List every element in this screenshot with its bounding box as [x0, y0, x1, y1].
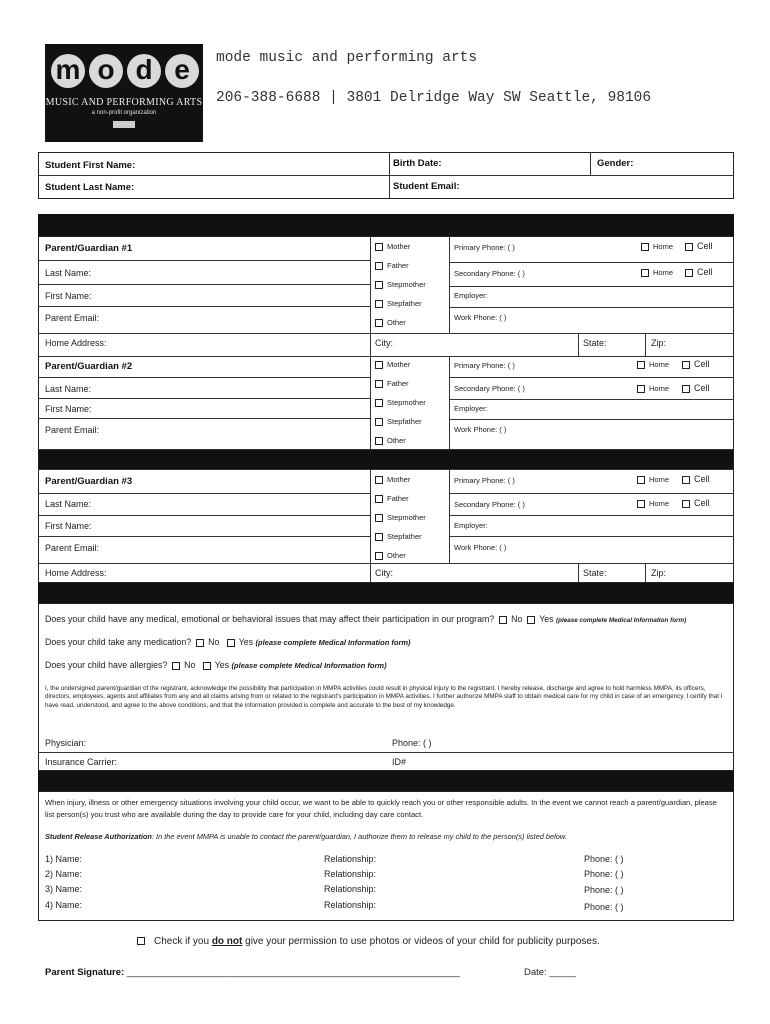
release-relationship-3[interactable]: Relationship:	[324, 884, 377, 894]
release-phone-3[interactable]: Phone: ( )	[584, 885, 624, 895]
checkbox-icon	[196, 639, 204, 647]
release-phone-1[interactable]: Phone: ( )	[584, 854, 624, 864]
g1-home-address-field[interactable]: Home Address:	[45, 338, 107, 348]
checkbox-icon	[137, 937, 145, 945]
g3-secondary-cell-checkbox[interactable]: Cell	[682, 498, 710, 508]
release-name-4[interactable]: 4) Name:	[45, 900, 83, 910]
checkbox-icon	[682, 385, 690, 393]
release-name-2[interactable]: 2) Name:	[45, 869, 83, 879]
g1-primary-cell-checkbox[interactable]: Cell	[685, 241, 713, 251]
g2-stepmother-checkbox[interactable]: Stepmother	[375, 398, 426, 407]
release-phone-4[interactable]: Phone: ( )	[584, 902, 624, 912]
section-bar-medical	[38, 583, 734, 603]
guardian-1-heading: Parent/Guardian #1	[45, 243, 133, 254]
g1-state-field[interactable]: State:	[583, 338, 607, 348]
g3-stepmother-checkbox[interactable]: Stepmother	[375, 513, 426, 522]
g3-state-field[interactable]: State:	[583, 568, 607, 578]
release-relationship-4[interactable]: Relationship:	[324, 900, 377, 910]
g3-other-checkbox[interactable]: Other	[375, 551, 406, 560]
g2-last-name-field[interactable]: Last Name:	[45, 384, 92, 394]
g3-father-checkbox[interactable]: Father	[375, 494, 409, 503]
physician-phone-field[interactable]: Phone: ( )	[392, 738, 432, 748]
checkbox-icon	[375, 418, 383, 426]
liability-waiver: I, the undersigned parent/guardian of the registrant, acknowledge the possibility that participation in MMPA activities could result in physical injury to the registrant. I hereby release, discharge and agree to hold harmless MMPA, its officers, directors, employees, agents and affiliates from any and all claims arising from or related to the registrant's participation in MMPA activities. I further authorize MMPA staff to obtain medical care for my child in case of an emergency. I certify that I have read, understood, and agree to the above conditions, and that the information provided is complete and accurate to the best of my knowledge.	[45, 685, 723, 709]
checkbox-icon	[641, 269, 649, 277]
medication-no-checkbox[interactable]: No	[196, 637, 219, 647]
issues-yes-checkbox[interactable]: Yes	[527, 614, 553, 624]
student-last-name-field[interactable]: Student Last Name:	[45, 182, 135, 193]
g3-home-address-field[interactable]: Home Address:	[45, 568, 107, 578]
gender-field[interactable]: Gender:	[597, 158, 634, 169]
medical-question-issues: Does your child have any medical, emotional or behavioral issues that may affect their participation in our program? No Yes (please complete Medical Information form)	[45, 614, 687, 624]
insurance-id-field[interactable]: ID#	[392, 757, 407, 767]
checkbox-icon	[375, 514, 383, 522]
g1-last-name-field[interactable]: Last Name:	[45, 268, 92, 278]
checkbox-icon	[685, 269, 693, 277]
checkbox-icon	[375, 361, 383, 369]
checkbox-icon	[375, 552, 383, 560]
g3-employer-field[interactable]: Employer:	[454, 521, 488, 530]
g1-employer-field[interactable]: Employer:	[454, 291, 488, 300]
g1-secondary-cell-checkbox[interactable]: Cell	[685, 267, 713, 277]
g3-stepfather-checkbox[interactable]: Stepfather	[375, 532, 422, 541]
g3-secondary-phone-field[interactable]: Secondary Phone: ( )	[454, 500, 525, 509]
g2-mother-checkbox[interactable]: Mother	[375, 360, 410, 369]
g1-other-checkbox[interactable]: Other	[375, 318, 406, 327]
allergies-no-checkbox[interactable]: No	[172, 660, 195, 670]
logo-letter: o	[89, 54, 123, 88]
emergency-intro: When injury, illness or other emergency situations involving your child occur, we want to be able to quickly reach you or other responsible adults. In the event we cannot reach a parent/guardian, please list person(s) you trust who are available during the day to provide care for your child, including day care contact.	[45, 798, 717, 819]
g2-stepfather-checkbox[interactable]: Stepfather	[375, 417, 422, 426]
release-name-3[interactable]: 3) Name:	[45, 884, 83, 894]
g2-secondary-cell-checkbox[interactable]: Cell	[682, 383, 710, 393]
checkbox-icon	[682, 500, 690, 508]
checkbox-icon	[682, 361, 690, 369]
logo-letter: m	[51, 54, 85, 88]
signature-label: Parent Signature:	[45, 967, 125, 978]
org-name: mode music and performing arts	[216, 50, 478, 66]
release-relationship-1[interactable]: Relationship:	[324, 854, 377, 864]
date-field[interactable]: Date: _____	[524, 967, 576, 978]
logo-badge	[113, 121, 135, 128]
g1-mother-checkbox[interactable]: Mother	[375, 242, 410, 251]
checkbox-icon	[685, 243, 693, 251]
checkbox-icon	[375, 380, 383, 388]
checkbox-icon	[375, 495, 383, 503]
g2-work-phone-field[interactable]: Work Phone: ( )	[454, 425, 507, 434]
medication-yes-checkbox[interactable]: Yes	[227, 637, 253, 647]
checkbox-icon	[637, 385, 645, 393]
g2-employer-field[interactable]: Employer:	[454, 404, 488, 413]
allergies-yes-checkbox[interactable]: Yes	[203, 660, 229, 670]
physician-field[interactable]: Physician:	[45, 738, 87, 748]
release-name-1[interactable]: 1) Name:	[45, 854, 83, 864]
checkbox-icon	[499, 616, 507, 624]
logo-subtagline: a non-profit organization	[91, 110, 157, 116]
g1-zip-field[interactable]: Zip:	[651, 338, 667, 348]
release-phone-2[interactable]: Phone: ( )	[584, 869, 624, 879]
g1-email-field[interactable]: Parent Email:	[45, 313, 100, 323]
g1-stepfather-checkbox[interactable]: Stepfather	[375, 299, 422, 308]
g1-primary-phone-field[interactable]: Primary Phone: ( )	[454, 243, 515, 252]
checkbox-icon	[527, 616, 535, 624]
org-contact: 206-388-6688 | 3801 Delridge Way SW Seattle, 98106	[216, 90, 652, 106]
medical-question-medication: Does your child take any medication? No Yes (please complete Medical Information form)	[45, 637, 411, 647]
checkbox-icon	[637, 500, 645, 508]
checkbox-icon	[637, 361, 645, 369]
g3-mother-checkbox[interactable]: Mother	[375, 475, 410, 484]
g3-primary-cell-checkbox[interactable]: Cell	[682, 474, 710, 484]
g1-work-phone-field[interactable]: Work Phone: ( )	[454, 313, 507, 322]
student-first-name-field[interactable]: Student First Name:	[45, 160, 136, 171]
checkbox-icon	[637, 476, 645, 484]
g2-first-name-field[interactable]: First Name:	[45, 404, 92, 414]
checkbox-icon	[641, 243, 649, 251]
g3-email-field[interactable]: Parent Email:	[45, 543, 100, 553]
g1-first-name-field[interactable]: First Name:	[45, 291, 92, 301]
insurance-carrier-field[interactable]: Insurance Carrier:	[45, 757, 118, 767]
g1-father-checkbox[interactable]: Father	[375, 261, 409, 270]
g3-last-name-field[interactable]: Last Name:	[45, 499, 92, 509]
g1-stepmother-checkbox[interactable]: Stepmother	[375, 280, 426, 289]
checkbox-icon	[375, 476, 383, 484]
g2-email-field[interactable]: Parent Email:	[45, 425, 100, 435]
g3-zip-field[interactable]: Zip:	[651, 568, 667, 578]
checkbox-icon	[375, 281, 383, 289]
checkbox-icon	[227, 639, 235, 647]
student-email-field[interactable]: Student Email:	[393, 181, 460, 192]
logo-letter: d	[127, 54, 161, 88]
g3-primary-phone-field[interactable]: Primary Phone: ( )	[454, 476, 515, 485]
birth-date-field[interactable]: Birth Date:	[393, 158, 442, 169]
g2-primary-phone-field[interactable]: Primary Phone: ( )	[454, 361, 515, 370]
g3-primary-home-checkbox[interactable]: Home	[637, 475, 669, 484]
release-relationship-2[interactable]: Relationship:	[324, 869, 377, 879]
g3-first-name-field[interactable]: First Name:	[45, 521, 92, 531]
g1-secondary-home-checkbox[interactable]: Home	[641, 268, 673, 277]
parent-signature-row	[45, 967, 460, 978]
checkbox-icon	[203, 662, 211, 670]
g2-primary-cell-checkbox[interactable]: Cell	[682, 359, 710, 369]
checkbox-icon	[375, 243, 383, 251]
checkbox-icon	[375, 319, 383, 327]
g2-secondary-home-checkbox[interactable]: Home	[637, 384, 669, 393]
checkbox-icon	[682, 476, 690, 484]
checkbox-icon	[375, 533, 383, 541]
g3-secondary-home-checkbox[interactable]: Home	[637, 499, 669, 508]
checkbox-icon	[375, 399, 383, 407]
g1-city-field[interactable]: City:	[375, 338, 393, 348]
section-bar-guardians	[38, 214, 734, 236]
g1-secondary-phone-field[interactable]: Secondary Phone: ( )	[454, 269, 525, 278]
mode-logo	[45, 44, 203, 142]
release-authorization: Student Release Authorization: In the event MMPA is unable to contact the parent/guardian, I authorize them to release my child to the person(s) listed below.	[45, 832, 567, 841]
checkbox-icon	[375, 262, 383, 270]
photo-consent-checkbox[interactable]: Check if you do not give your permission to use photos or videos of your child for publicity purposes.	[137, 936, 600, 947]
issues-no-checkbox[interactable]: No	[499, 614, 522, 624]
logo-letter: e	[165, 54, 199, 88]
guardian-2-heading: Parent/Guardian #2	[45, 361, 133, 372]
medical-question-allergies: Does your child have allergies? No Yes (please complete Medical Information form)	[45, 660, 387, 670]
g2-secondary-phone-field[interactable]: Secondary Phone: ( )	[454, 384, 525, 393]
g3-work-phone-field[interactable]: Work Phone: ( )	[454, 543, 507, 552]
checkbox-icon	[375, 437, 383, 445]
guardian-3-heading: Parent/Guardian #3	[45, 476, 133, 487]
g1-primary-home-checkbox[interactable]: Home	[641, 242, 673, 251]
signature-line[interactable]: _______________________________________________________________	[126, 967, 460, 978]
section-bar-emergency	[38, 771, 734, 791]
checkbox-icon	[375, 300, 383, 308]
logo-tagline: MUSIC AND PERFORMING ARTS	[45, 97, 203, 108]
g3-city-field[interactable]: City:	[375, 568, 393, 578]
g2-primary-home-checkbox[interactable]: Home	[637, 360, 669, 369]
g2-other-checkbox[interactable]: Other	[375, 436, 406, 445]
checkbox-icon	[172, 662, 180, 670]
g2-father-checkbox[interactable]: Father	[375, 379, 409, 388]
